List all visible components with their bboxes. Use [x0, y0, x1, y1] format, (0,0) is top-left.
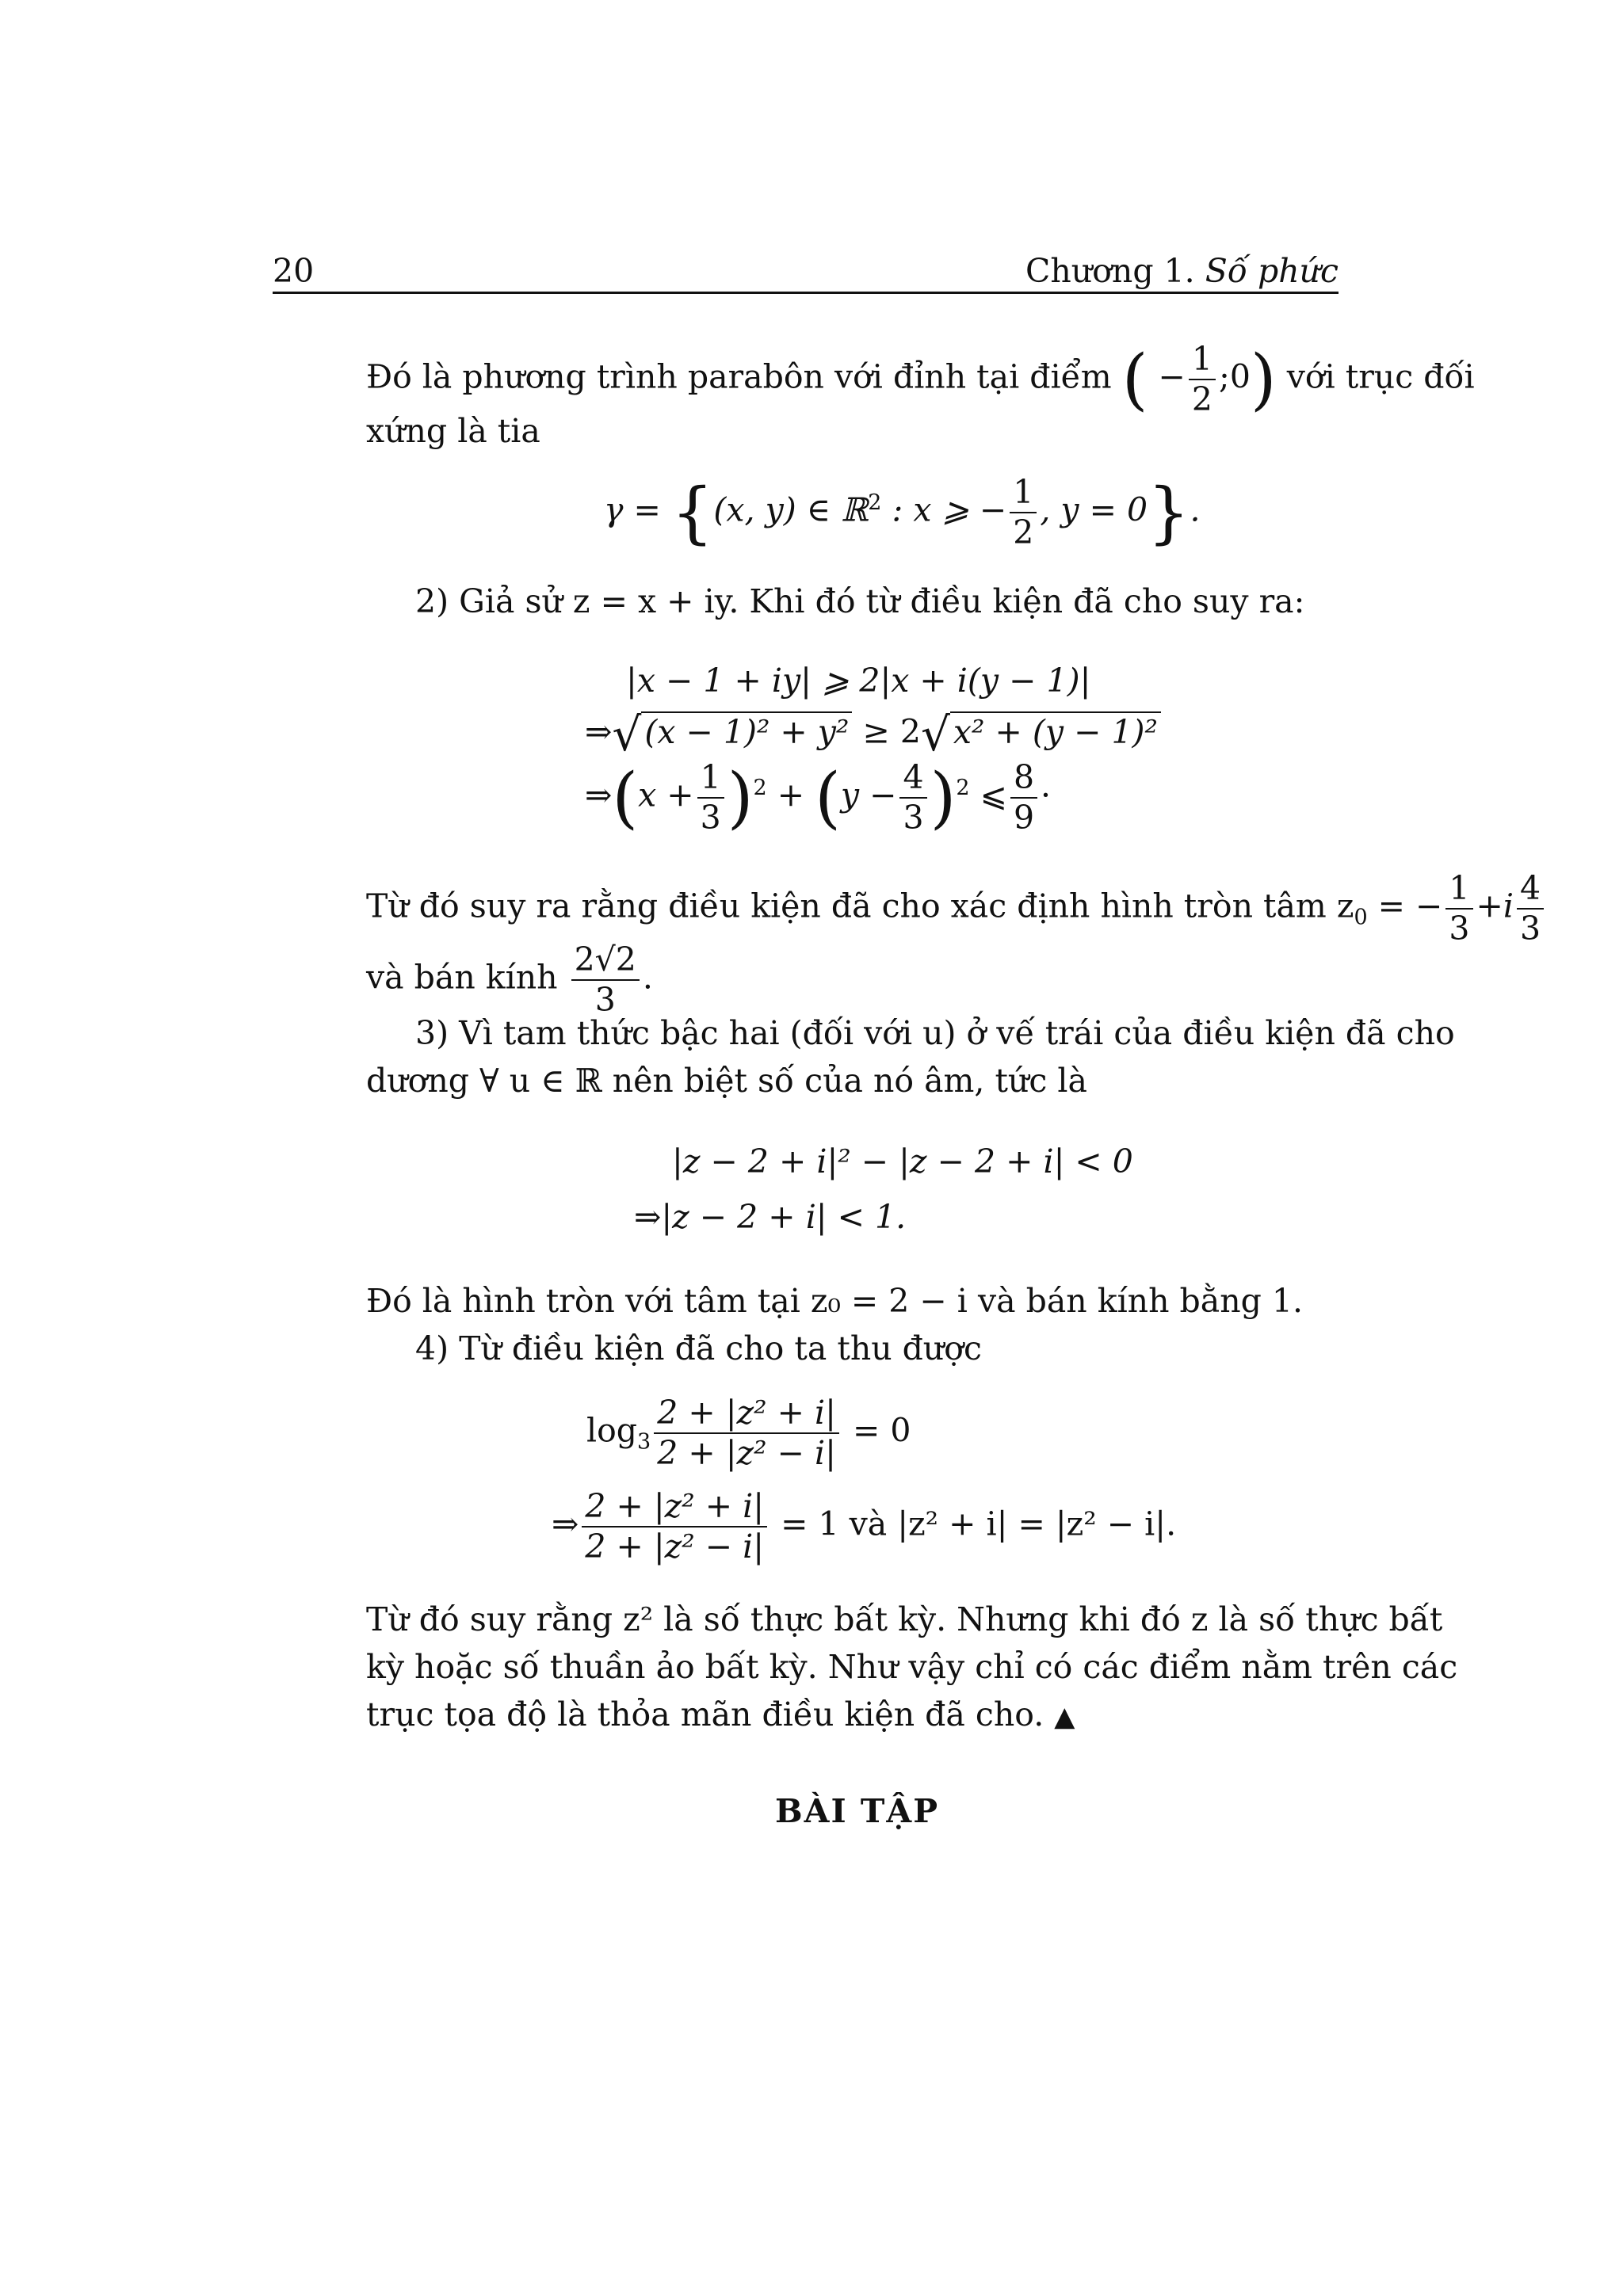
case3-eq1: |z − 2 + i|² − |z − 2 + i| < 0: [672, 1142, 1133, 1180]
chapter-label: Chương 1.: [1025, 252, 1195, 290]
chapter-title: Số phức: [1205, 252, 1338, 290]
paragraph-parabola: Đó là phương trình parabôn với đỉnh tại điểm ( − $\frac{1}{2}$ ;0) với trục đối: [366, 340, 1475, 419]
case2-radius: và bán kính $\frac{2√2}{3}$ .: [366, 940, 653, 1020]
case3-eq2: ⇒|z − 2 + i| < 1.: [634, 1198, 907, 1236]
case4-result-line1: Từ đó suy rằng z² là số thực bất kỳ. Nhưng khi đó z là số thực bất: [366, 1600, 1443, 1638]
case4-result-line3: trục tọa độ là thỏa mãn điều kiện đã cho. ▲: [366, 1695, 1075, 1733]
case2-intro: 2) Giả sử z = x + iy. Khi đó từ điều kiện đã cho suy ra:: [415, 582, 1305, 620]
case3-result: Đó là hình tròn với tâm tại z₀ = 2 − i và bán kính bằng 1.: [366, 1282, 1304, 1320]
equation-gamma: γ = {(x, y) ∈ ℝ$^2$ : x ⩾ − $\frac{1}{2}$ , y = 0}.: [604, 473, 1201, 552]
case2-eq3: ⇒(x + $\frac{1}{3}$ )$^2$ + (y − $\frac{4}{3}$ )$^2$ ⩽ $\frac{8}{9}$ ·: [585, 758, 1052, 837]
case4-eq2: ⇒ $\frac{\text{2 + |z² + i|}}{\text{2 + |z² − i|}}$ = 1 và |z² + i| = |z² − i|.: [552, 1487, 1177, 1566]
case4-result-line2: kỳ hoặc số thuần ảo bất kỳ. Như vậy chỉ có các điểm nằm trên các: [366, 1648, 1458, 1686]
case2-eq1: |x − 1 + iy| ⩾ 2|x + i(y − 1)|: [626, 662, 1091, 700]
end-of-proof-icon: ▲: [1054, 1701, 1075, 1733]
section-heading: BÀI TẬP: [775, 1792, 940, 1830]
case3-line1: 3) Vì tam thức bậc hai (đối với u) ở vế trái của điều kiện đã cho: [415, 1014, 1455, 1052]
case2-result: Từ đó suy ra rằng điều kiện đã cho xác định hình tròn tâm $z_0$ = − $\frac{1}{3}$ +i $\frac{4}{3}$: [366, 871, 1547, 946]
case4-intro: 4) Từ điều kiện đã cho ta thu được: [415, 1329, 982, 1367]
running-header: [1025, 252, 1338, 290]
page-number: 20: [273, 252, 315, 290]
case3-line2: dương ∀ u ∈ ℝ nên biệt số của nó âm, tức là: [366, 1062, 1087, 1100]
case4-eq1: $\log_3$ $\frac{\text{2 + |z² + i|}}{\text{2 + |z² − i|}}$ = 0: [586, 1394, 911, 1473]
case2-eq2: ⇒√(x − 1)² + y² ≥ 2√x² + (y − 1)²: [585, 707, 1161, 761]
header-rule: [273, 292, 1338, 294]
paragraph-parabola-line2: xứng là tia: [366, 412, 540, 450]
